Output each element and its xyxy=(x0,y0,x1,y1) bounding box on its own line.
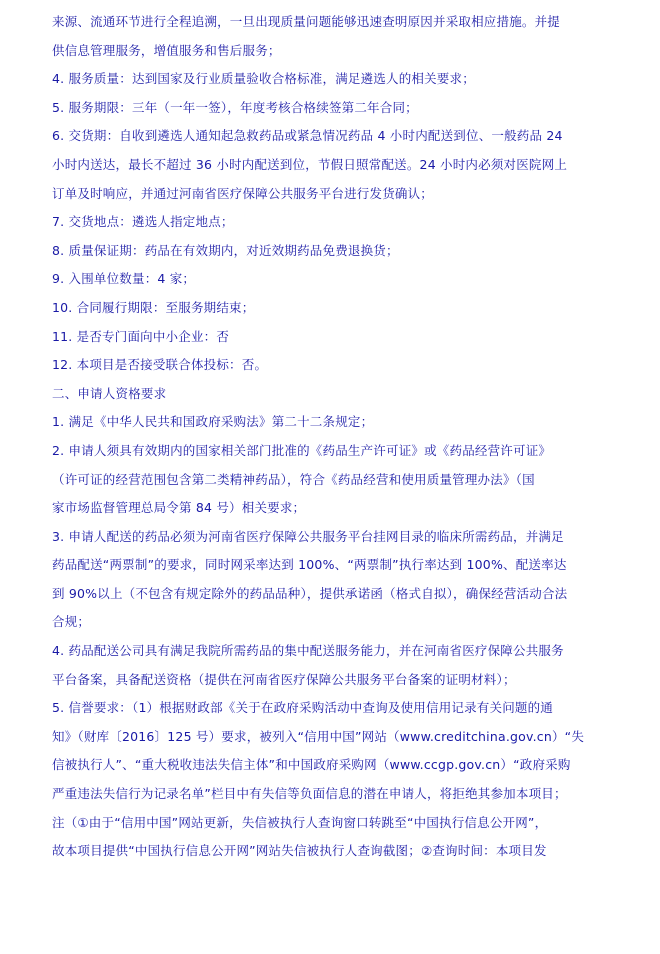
text-line: 11. 是否专门面向中小企业：否 xyxy=(52,328,230,344)
text-line: 供信息管理服务，增值服务和售后服务； xyxy=(52,42,281,58)
text-line: 小时内送达，最长不超过 36 小时内配送到位，节假日照常配送。24 小时内必须对医院网上 xyxy=(52,156,568,172)
text-line: 平台备案，具备配送资格（提供在河南省医疗保障公共服务平台备案的证明材料）； xyxy=(52,671,516,687)
text-line: （许可证的经营范围包含第二类精神药品），符合《药品经营和使用质量管理办法》（国 xyxy=(52,471,535,487)
text-line: 2. 申请人须具有效期内的国家相关部门批准的《药品生产许可证》或《药品经营许可证》 xyxy=(52,442,552,458)
text-line: 知》（财库〔2016〕125 号）要求，被列入“信用中国”网站（www.creditchina.gov.cn）“失 xyxy=(52,728,585,744)
text-line: 10. 合同履行期限：至服务期结束； xyxy=(52,299,255,315)
text-line: 来源、流通环节进行全程追溯，一旦出现质量问题能够迅速查明原因并采取相应措施。并提 xyxy=(52,14,561,29)
text-line: 严重违法失信行为记录名单”栏目中有失信等负面信息的潜在申请人，将拒绝其参加本项目； xyxy=(52,786,567,802)
section-heading: 二、申请人资格要求 xyxy=(52,385,167,401)
text-line: 药品配送“两票制”的要求，同时网采率达到 100%、“两票制”执行率达到 100%、配送率达 xyxy=(52,557,567,573)
text-line: 5. 信誉要求：（1）根据财政部《关于在政府采购活动中查询及使用信用记录有关问题的通 xyxy=(52,700,554,716)
text-line: 注（①由于“信用中国”网站更新，失信被执行人查询窗口转跳至“中国执行信息公开网”， xyxy=(52,814,548,830)
text-line: 订单及时响应，并通过河南省医疗保障公共服务平台进行发货确认； xyxy=(52,185,434,201)
text-line: 4. 服务质量：达到国家及行业质量验收合格标准，满足遴选人的相关要求； xyxy=(52,71,475,87)
text-line: 3. 申请人配送的药品必须为河南省医疗保障公共服务平台挂网目录的临床所需药品，并满足 xyxy=(52,528,564,544)
text-line: 9. 入围单位数量：4 家； xyxy=(52,271,196,287)
text-line: 信被执行人”、“重大税收违法失信主体”和中国政府采购网（www.ccgp.gov.cn）“政府采购 xyxy=(52,757,571,773)
text-line: 1. 满足《中华人民共和国政府采购法》第二十二条规定； xyxy=(52,414,374,430)
text-line: 8. 质量保证期：药品在有效期内，对近效期药品免费退换货； xyxy=(52,242,399,258)
text-line: 6. 交货期：自收到遴选人通知起急救药品或紧急情况药品 4 小时内配送到位、一般药品 24 xyxy=(52,128,563,144)
text-line: 到 90%以上（不包含有规定除外的药品品种），提供承诺函（格式自拟），确保经营活动合法 xyxy=(52,585,568,601)
text-line: 12. 本项目是否接受联合体投标：否。 xyxy=(52,357,268,373)
text-line: 4. 药品配送公司具有满足我院所需药品的集中配送服务能力，并在河南省医疗保障公共服务 xyxy=(52,643,564,659)
text-line: 故本项目提供“中国执行信息公开网”网站失信被执行人查询截图；②查询时间：本项目发 xyxy=(52,843,547,859)
text-line: 家市场监督管理总局令第 84 号）相关要求； xyxy=(52,500,306,516)
text-line: 合规； xyxy=(52,614,91,630)
text-line: 7. 交货地点：遴选人指定地点； xyxy=(52,214,234,230)
text-line: 5. 服务期限：三年（一年一签），年度考核合格续签第二年合同； xyxy=(52,99,418,115)
